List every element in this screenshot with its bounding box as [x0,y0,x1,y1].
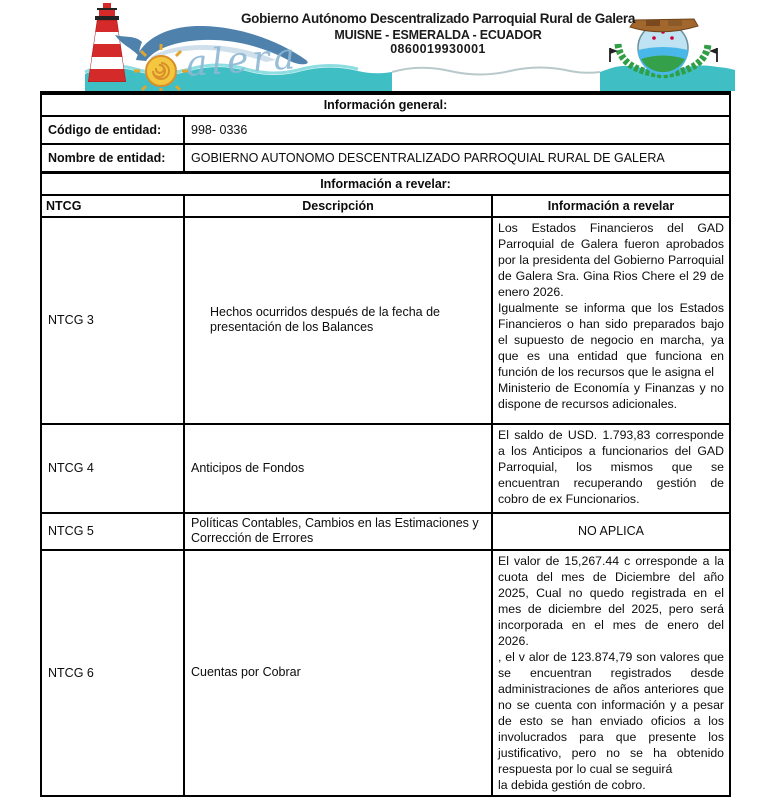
entity-title-block [158,11,718,56]
nombre-entidad-label: Nombre de entidad: [41,144,184,172]
ntcg-code: NTCG 5 [41,513,184,550]
codigo-entidad-label: Código de entidad: [41,116,184,144]
revelacion-paragraph: , el v alor de 123.874,79 son valores que se encuentran registrados desde administraciones de años anteriores que no se cuenta con información y a pesar de esto se han enviado oficios a los involucrados para que presente los justificativo, pero no se ha obtenido respuesta por lo cual se seguirá [498,649,725,776]
table-row-ntcg-6 [41,550,730,796]
codigo-entidad-value: 998- 0336 [184,116,730,144]
ntcg-code: NTCG 4 [41,424,184,513]
ntcg-descripcion: Hechos ocurridos después de la fecha de presentación de los Balances [184,217,492,424]
revelacion-paragraph: la debida gestión de cobro. [498,777,646,792]
entity-header [0,0,764,91]
table-row-ntcg-4 [41,424,730,513]
ntcg-revelacion: NO APLICA [492,513,730,550]
ntcg-descripcion: Políticas Contables, Cambios en las Estimaciones y Corrección de Errores [184,513,492,550]
revelacion-paragraph: El saldo de USD. 1.793,83 corresponde a los Anticipos a funcionarios del GAD Parroquial, los mismos que se encuentran recuperando gestión de cobro de ex Funcionarios. [498,427,725,506]
column-header-ntcg: NTCG [41,195,184,217]
revelacion-paragraph: Igualmente se informa que los Estados Financieros o han sido preparados bajo el supuesto de negocio en marcha, ya que es una entidad que funciona en función de los recursos que le asigna el [498,300,725,379]
ntcg-revelacion [492,424,730,513]
column-header-descripcion: Descripción [184,195,492,217]
revelacion-paragraph: El valor de 15,267.44 c orresponde a la cuota del mes de Diciembre del año 2025, Cual no quedo registrada en el mes de diciembre del 2025, pero será incorporada en el mes de enero del 2026. [498,553,725,648]
section-title-informacion-a-revelar: Información a revelar: [41,172,730,195]
column-header-row [41,195,730,217]
section-title-informacion-general: Información general: [41,93,730,116]
entity-ruc-number: 0860019930001 [390,42,486,56]
section-row-informacion-general [41,93,730,116]
section-row-informacion-a-revelar [41,172,730,195]
logo-script-text: alera [184,36,301,85]
ntcg-descripcion: Cuentas por Cobrar [184,550,492,796]
table-row-nombre-entidad [41,144,730,172]
revelacion-paragraph: Ministerio de Economía y Finanzas y no dispone de recursos adicionales. [498,380,725,411]
ntcg-code: NTCG 3 [41,217,184,424]
entity-name-title: Gobierno Autónomo Descentralizado Parroquial Rural de Galera [240,11,636,26]
nombre-entidad-value: GOBIERNO AUTONOMO DESCENTRALIZADO PARROQUIAL RURAL DE GALERA [184,144,730,172]
table-row-codigo-entidad [41,116,730,144]
disclosure-table [40,91,731,797]
ntcg-revelacion [492,550,730,796]
revelacion-paragraph: Los Estados Financieros del GAD Parroquial de Galera fueron aprobados por la presidenta del Gobierno Parroquial de Galera Sra. Gina Rios Chere el 29 de enero 2026. [498,220,725,299]
table-row-ntcg-5 [41,513,730,550]
entity-location-subtitle: MUISNE - ESMERALDA - ECUADOR [334,28,542,42]
column-header-informacion-a-revelar: Información a revelar [492,195,730,217]
ntcg-code: NTCG 6 [41,550,184,796]
ntcg-revelacion [492,217,730,424]
table-row-ntcg-3 [41,217,730,424]
ntcg-descripcion: Anticipos de Fondos [184,424,492,513]
